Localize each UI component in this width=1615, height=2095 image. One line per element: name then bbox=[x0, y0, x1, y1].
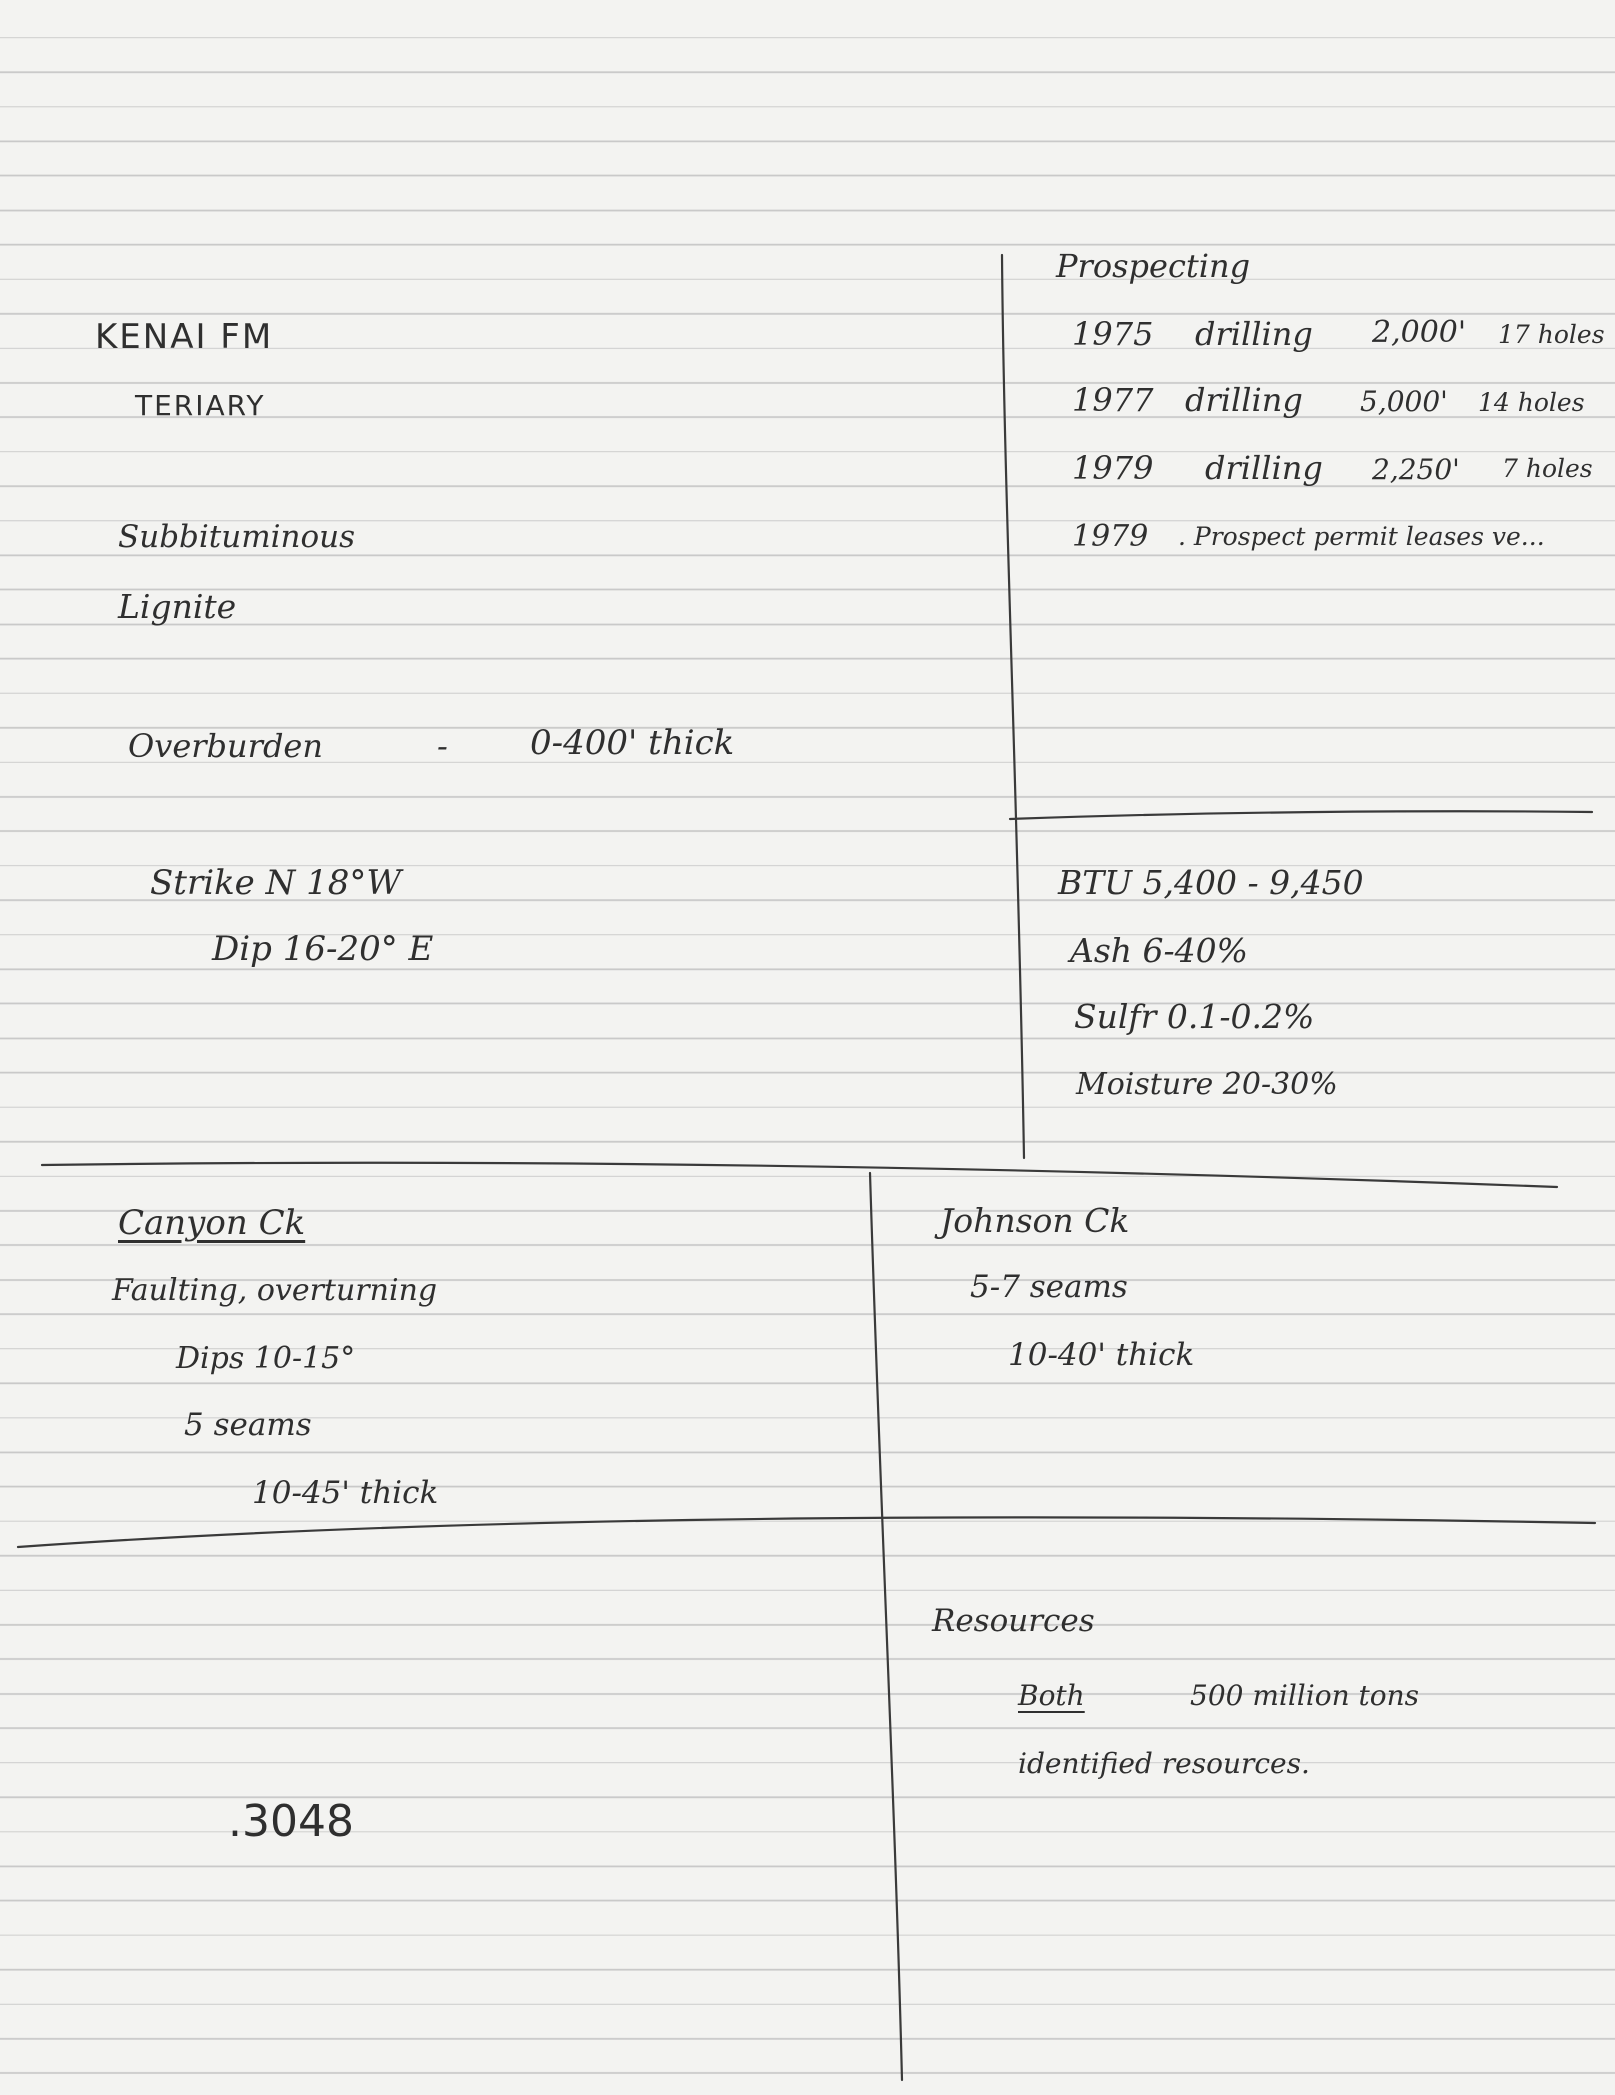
resources-identified: identified resources. bbox=[1018, 1747, 1310, 1780]
formation-name: KENAI FM bbox=[95, 317, 274, 357]
rank-lignite: Lignite bbox=[118, 587, 237, 626]
rank-subbituminous: Subbituminous bbox=[118, 519, 356, 555]
year: 1979 bbox=[1072, 449, 1154, 487]
activity: drilling bbox=[1195, 315, 1313, 353]
divider-upper-right-horizontal bbox=[1010, 811, 1592, 819]
activity: drilling bbox=[1205, 449, 1323, 487]
activity: drilling bbox=[1185, 381, 1303, 419]
year: 1977 bbox=[1072, 381, 1154, 419]
holes: 7 holes bbox=[1502, 454, 1593, 483]
resources-amount: 500 million tons bbox=[1190, 1679, 1420, 1712]
holes: 17 holes bbox=[1498, 320, 1605, 349]
overburden-label: Overburden bbox=[128, 727, 323, 765]
activity: . Prospect permit leases ve... bbox=[1178, 522, 1545, 551]
canyon-ck-title: Canyon Ck bbox=[118, 1203, 306, 1243]
johnson-ck-title: Johnson Ck bbox=[940, 1201, 1130, 1240]
johnson-seams: 5-7 seams bbox=[970, 1269, 1128, 1305]
dip: Dip 16-20° E bbox=[212, 929, 434, 969]
divider-lower-vertical bbox=[870, 1173, 902, 2080]
prospecting-title: Prospecting bbox=[1056, 247, 1251, 285]
resources-both: Both bbox=[1018, 1679, 1085, 1712]
overburden-separator: - bbox=[437, 727, 448, 765]
conversion-note: .3048 bbox=[228, 1796, 354, 1847]
moisture-range: Moisture 20-30% bbox=[1076, 1067, 1338, 1102]
year: 1979 bbox=[1072, 519, 1149, 554]
canyon-dips: Dips 10-15° bbox=[176, 1341, 356, 1376]
formation-age: TERIARY bbox=[135, 389, 266, 422]
divider-lower-horizontal bbox=[18, 1517, 1595, 1547]
ash-range: Ash 6-40% bbox=[1070, 931, 1249, 970]
canyon-faulting: Faulting, overturning bbox=[112, 1273, 438, 1308]
holes: 14 holes bbox=[1478, 388, 1585, 417]
footage: 2,250' bbox=[1372, 453, 1460, 486]
overburden-value: 0-400' thick bbox=[530, 723, 735, 763]
strike: Strike N 18°W bbox=[150, 863, 402, 903]
sulfur-range: Sulfr 0.1-0.2% bbox=[1074, 997, 1315, 1036]
divider-main-horizontal bbox=[42, 1163, 1557, 1187]
resources-title: Resources bbox=[932, 1603, 1095, 1639]
year: 1975 bbox=[1072, 315, 1154, 353]
canyon-thickness: 10-45' thick bbox=[252, 1475, 439, 1511]
btu-range: BTU 5,400 - 9,450 bbox=[1058, 863, 1364, 902]
canyon-seams: 5 seams bbox=[184, 1407, 312, 1443]
divider-upper-vertical bbox=[1002, 255, 1024, 1158]
johnson-thickness: 10-40' thick bbox=[1008, 1337, 1195, 1373]
footage: 2,000' bbox=[1372, 315, 1467, 350]
footage: 5,000' bbox=[1360, 385, 1448, 418]
